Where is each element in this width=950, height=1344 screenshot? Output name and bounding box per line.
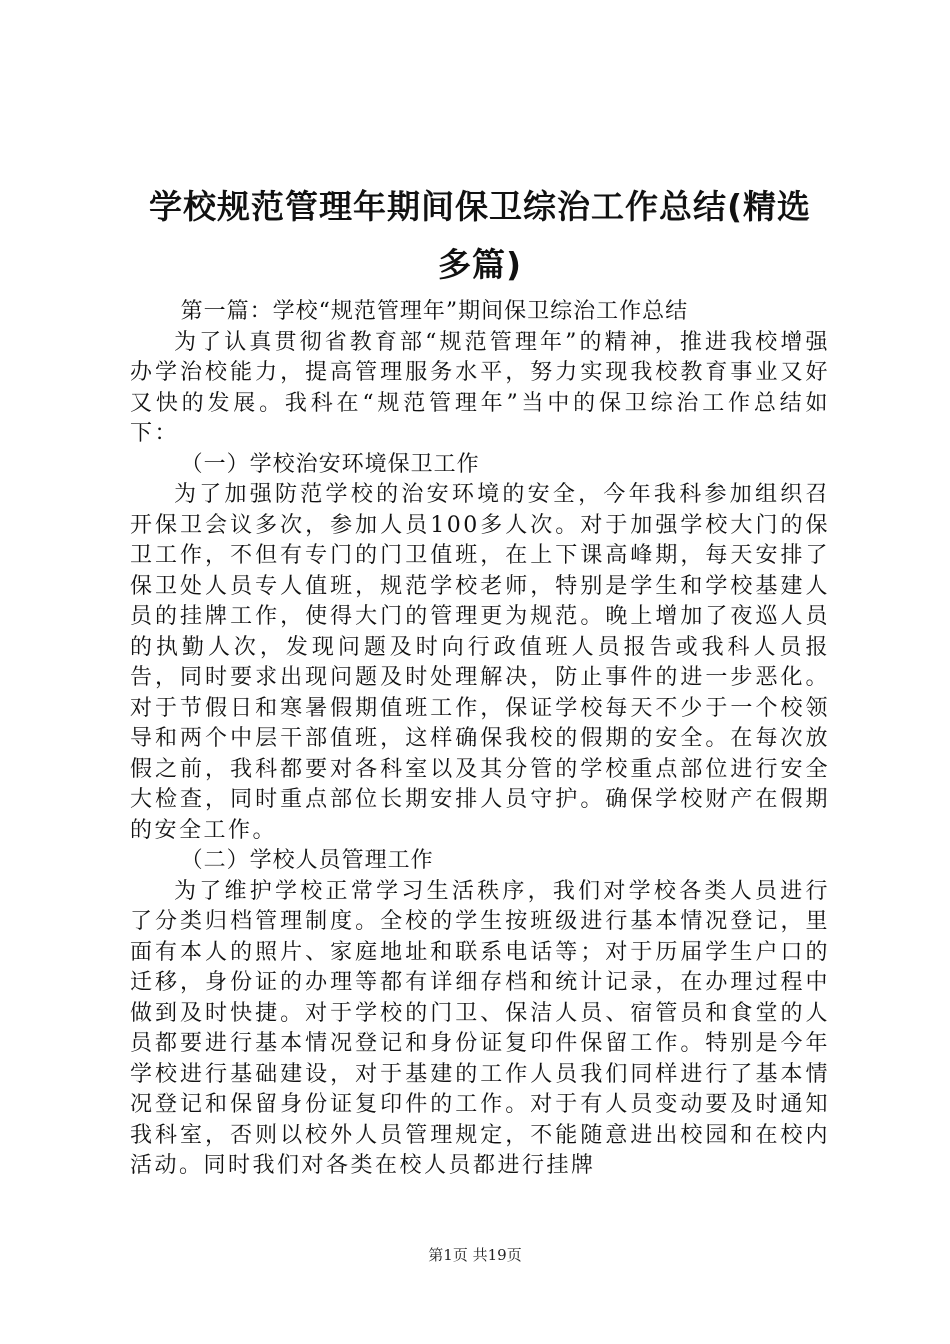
title-line-1: 学校规范管理年期间保卫综治工作总结(精选: [148, 187, 812, 226]
section-heading-part-one: 第一篇：学校“规范管理年”期间保卫综治工作总结: [180, 299, 689, 324]
body-paragraph-security: 为了加强防范学校的治安环境的安全，今年我科参加组织召开保卫会议多次，参加人员100多人次。对于加强学校大门的保卫工作，不但有专门的门卫值班，在上下课高峰期，每天安排了保卫处人员专人值班，规范学校老师，特别是学生和学校基建人员的挂牌工作，使得大门的管理更为规范。晚上增加了夜巡人员的执勤人次，发现问题及时向行政值班人员报告或我科人员报告，同时要求出现问题及时处理解决，防止事件的进一步恶化。对于节假日和寒暑假期值班工作，保证学校每天不少于一个校领导和两个中层干部值班，这样确保我校的假期的安全。在每次放假之前，我科都要对各科室以及其分管的学校重点部位进行安全大检查，同时重点部位长期安排人员守护。确保学校财产在假期的安全工作。: [130, 482, 830, 843]
subsection-heading-1: （一）学校治安环境保卫工作: [180, 451, 480, 477]
page-footer: 第1页 共19页: [428, 1246, 522, 1264]
title-line-2: 多篇): [437, 245, 523, 284]
subsection-heading-2: （二）学校人员管理工作: [180, 848, 434, 873]
body-paragraph-personnel: 为了维护学校正常学习生活秩序，我们对学校各类人员进行了分类归档管理制度。全校的学生按班级进行基本情况登记，里面有本人的照片、家庭地址和联系电话等；对于历届学生户口的迁移，身份证的办理等都有详细存档和统计记录，在办理过程中做到及时快捷。对于学校的门卫、保洁人员、宿管员和食堂的人员都要进行基本情况登记和身份证复印件保留工作。特别是今年学校进行基础建设，对于基建的工作人员我们同样进行了基本情况登记和保留身份证复印件的工作。对于有人员变动要及时通知我科室，否则以校外人员管理规定，不能随意进出校园和在校内活动。同时我们对各类在校人员都进行挂牌: [130, 878, 830, 1178]
body-paragraph-intro: 为了认真贯彻省教育部“规范管理年”的精神，推进我校增强办学治校能力，提高管理服务水平，努力实现我校教育事业又好又快的发展。我科在“规范管理年”当中的保卫综治工作总结如下：: [130, 329, 830, 446]
document-title: [130, 178, 830, 294]
document-body: [130, 297, 830, 1182]
